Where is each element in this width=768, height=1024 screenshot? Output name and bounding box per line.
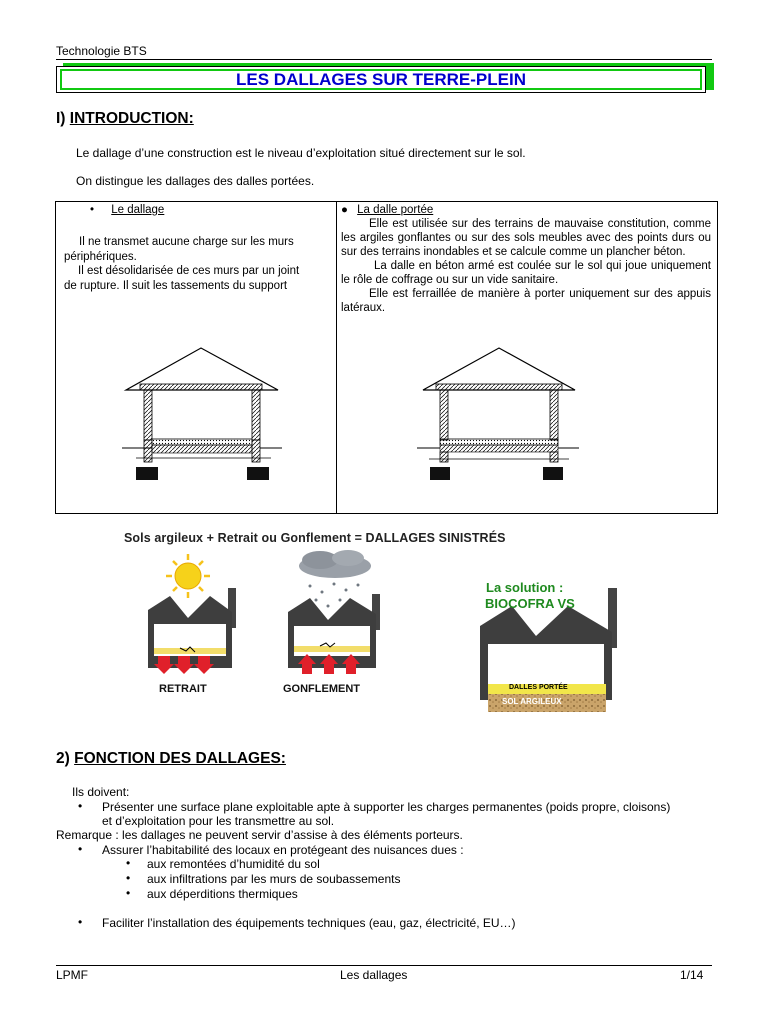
dalle-p1: Elle est utilisée sur des terrains de mauvaise constitution, comme les argiles gonflantes ou sur des sols meubles avec des points durs ou sur des terrains inondables et se calcule comme un plancher béton. bbox=[341, 218, 711, 258]
house-diagram-dalle-portee bbox=[337, 202, 718, 515]
dallage-title: Le dallage bbox=[111, 204, 165, 216]
factory-retrait bbox=[148, 588, 236, 674]
comparison-table bbox=[55, 201, 718, 514]
bullet: • bbox=[126, 871, 131, 885]
dalle-title: La dalle portée bbox=[357, 204, 434, 216]
dalle-p3: Elle est ferraillée de manière à porter uniquement sur des appuis latéraux. bbox=[341, 288, 711, 314]
dalle-p2: La dalle en béton armé est coulée sur le sol qui joue uniquement le rôle de coffrage ou sur un vide sanitaire. bbox=[341, 260, 711, 286]
header-rule bbox=[56, 59, 712, 60]
solution-line1: La solution : bbox=[486, 580, 564, 595]
house-diagram-dallage bbox=[56, 202, 337, 515]
gonflement-arrows bbox=[298, 654, 360, 674]
footer-rule bbox=[56, 965, 712, 966]
bullet: • bbox=[90, 204, 95, 216]
factory-gonflement bbox=[288, 594, 380, 674]
dallage-line: Il ne transmet aucune charge sur les murs bbox=[79, 236, 294, 248]
section2-sub1: aux remontées d’humidité du sol bbox=[147, 857, 320, 871]
retrait-label: RETRAIT bbox=[159, 683, 207, 695]
section2-b1-line1: Présenter une surface plane exploitable apte à supporter les charges permanentes (poids propre, cloisons) bbox=[102, 800, 671, 814]
section2-remarque: Remarque : les dallages ne peuvent servir d’assise à des éléments porteurs. bbox=[56, 828, 463, 842]
footer-left: LPMF bbox=[56, 968, 89, 982]
retrait-arrows bbox=[154, 656, 214, 674]
sun-icon bbox=[166, 554, 210, 598]
bullet: • bbox=[78, 915, 83, 929]
page-title: LES DALLAGES SUR TERRE-PLEIN bbox=[60, 69, 702, 90]
dallage-line: périphériques. bbox=[64, 250, 137, 263]
dalles-portee-label: DALLES PORTÉE bbox=[509, 684, 568, 691]
table-cell-dallage bbox=[56, 202, 337, 514]
title-box bbox=[56, 66, 706, 93]
section2-b2: Assurer l’habitabilité des locaux en protégeant des nuisances dues : bbox=[102, 843, 464, 857]
section2-b3: Faciliter l’installation des équipements techniques (eau, gaz, électricité, EU…) bbox=[102, 916, 516, 930]
bullet: ● bbox=[341, 204, 348, 216]
section1-num: I) bbox=[56, 110, 66, 127]
section2-num: 2) bbox=[56, 750, 70, 767]
clay-soil-illustration bbox=[140, 548, 650, 728]
banner-title: Sols argileux + Retrait ou Gonflement = DALLAGES SINISTRÉS bbox=[124, 531, 506, 545]
section2-sub2: aux infiltrations par les murs de soubassements bbox=[147, 872, 401, 886]
footer-center: Les dallages bbox=[340, 968, 408, 982]
page-number: 1/14 bbox=[680, 968, 704, 982]
section2-sub3: aux déperditions thermiques bbox=[147, 887, 298, 901]
bullet: • bbox=[126, 856, 131, 870]
section2-heading bbox=[56, 750, 286, 768]
table-cell-dalle-portee bbox=[337, 202, 718, 514]
gonflement-label: GONFLEMENT bbox=[283, 683, 360, 695]
header-left: Technologie BTS bbox=[56, 44, 147, 58]
dallage-line: de rupture. Il suit les tassements du support bbox=[64, 279, 288, 292]
section2-b1-line2: et d’exploitation pour les transmettre au sol. bbox=[102, 814, 335, 828]
section2-title: FONCTION DES DALLAGES: bbox=[74, 750, 286, 767]
sol-argileux-label: SOL ARGILEUX bbox=[502, 697, 562, 706]
bullet: • bbox=[78, 799, 83, 813]
section1-heading bbox=[56, 110, 194, 128]
section1-p1: Le dallage d’une construction est le niveau d’exploitation situé directement sur le sol. bbox=[76, 146, 526, 160]
section1-p2: On distingue les dallages des dalles portées. bbox=[76, 174, 315, 188]
dallage-line: Il est désolidarisée de ces murs par un joint bbox=[78, 265, 300, 277]
solution-line2: BIOCOFRA VS bbox=[485, 596, 575, 611]
bullet: • bbox=[78, 842, 83, 856]
section2-intro: Ils doivent: bbox=[72, 785, 130, 799]
section1-title: INTRODUCTION: bbox=[69, 110, 194, 127]
bullet: • bbox=[126, 886, 131, 900]
